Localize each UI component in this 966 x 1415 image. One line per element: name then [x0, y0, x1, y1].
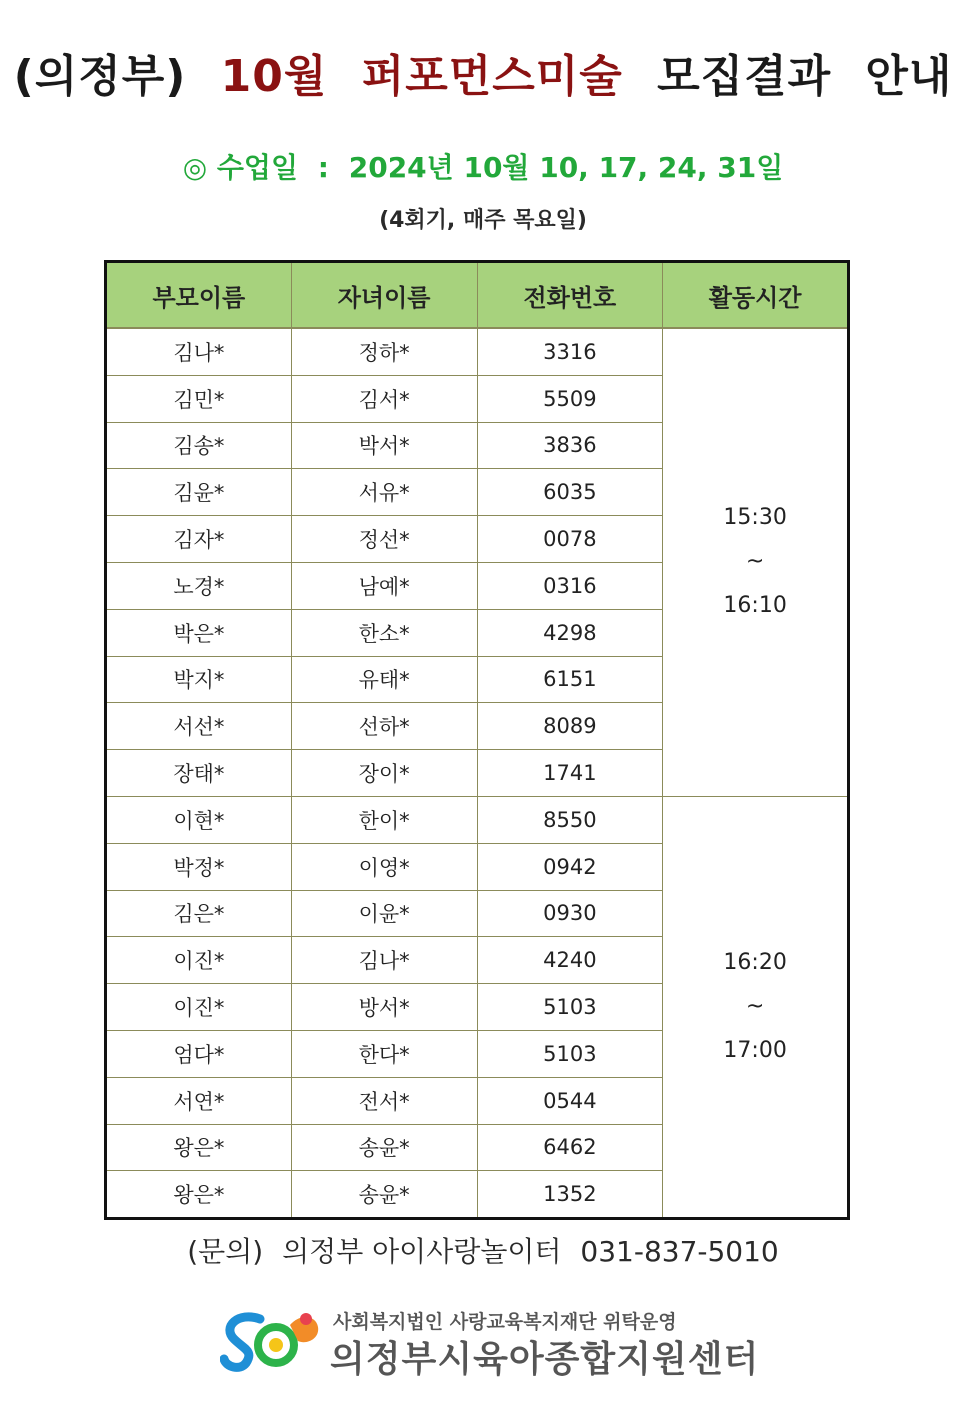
title-suffix: 모집결과	[657, 51, 832, 102]
time-tilde: ~	[745, 994, 765, 1020]
parent-name-cell: 서연*	[106, 1077, 292, 1124]
parent-name-cell: 노경*	[106, 562, 292, 609]
child-name-cell: 전서*	[291, 1077, 477, 1124]
time-end: 16:10	[723, 593, 787, 619]
time-tilde: ~	[745, 549, 765, 575]
child-name-cell: 선하*	[291, 703, 477, 750]
child-name-cell: 김서*	[291, 375, 477, 422]
schedule-label: 수업일	[216, 151, 299, 184]
title-program: 퍼포먼스미술	[361, 51, 623, 102]
phone-cell: 1352	[477, 1171, 663, 1219]
phone-cell: 4298	[477, 609, 663, 656]
organization-logo	[220, 1305, 760, 1385]
parent-name-cell: 왕은*	[106, 1124, 292, 1171]
phone-cell: 8089	[477, 703, 663, 750]
phone-cell: 4240	[477, 937, 663, 984]
parent-name-cell: 김나*	[106, 328, 292, 375]
schedule-colon: :	[317, 151, 329, 184]
parent-name-cell: 박지*	[106, 656, 292, 703]
phone-cell: 0942	[477, 843, 663, 890]
child-name-cell: 송윤*	[291, 1171, 477, 1219]
parent-name-cell: 김은*	[106, 890, 292, 937]
parent-name-cell: 이진*	[106, 937, 292, 984]
time-end: 17:00	[723, 1038, 787, 1064]
parent-name-cell: 왕은*	[106, 1171, 292, 1219]
parent-name-cell: 김민*	[106, 375, 292, 422]
child-name-cell: 송윤*	[291, 1124, 477, 1171]
roster-table	[104, 260, 850, 1220]
phone-cell: 8550	[477, 796, 663, 843]
contact-line	[0, 1230, 966, 1270]
table-row	[106, 796, 849, 843]
child-name-cell: 한소*	[291, 609, 477, 656]
header-parent-name: 부모이름	[106, 262, 292, 329]
roster-body	[106, 328, 849, 1219]
phone-cell: 0078	[477, 516, 663, 563]
parent-name-cell: 박정*	[106, 843, 292, 890]
contact-center: 의정부 아이사랑놀이터	[282, 1235, 562, 1268]
child-name-cell: 서유*	[291, 469, 477, 516]
child-name-cell: 이윤*	[291, 890, 477, 937]
header-child-name: 자녀이름	[291, 262, 477, 329]
child-name-cell: 정하*	[291, 328, 477, 375]
phone-cell: 6151	[477, 656, 663, 703]
phone-cell: 5103	[477, 1030, 663, 1077]
phone-cell: 3316	[477, 328, 663, 375]
title-region: (의정부)	[13, 51, 187, 102]
time-start: 16:20	[723, 950, 787, 976]
schedule-dates: 2024년 10월 10, 17, 24, 31일	[348, 151, 784, 184]
title-month: 10월	[220, 51, 328, 102]
organization-name: 의정부시육아종합지원센터	[330, 1339, 760, 1380]
phone-cell: 3836	[477, 422, 663, 469]
phone-cell: 5509	[477, 375, 663, 422]
parent-name-cell: 장태*	[106, 750, 292, 797]
child-name-cell: 한이*	[291, 796, 477, 843]
schedule-note: (4회기, 매주 목요일)	[379, 208, 587, 233]
header-phone: 전화번호	[477, 262, 663, 329]
phone-cell: 5103	[477, 984, 663, 1031]
parent-name-cell: 박은*	[106, 609, 292, 656]
header-activity-time: 활동시간	[663, 262, 849, 329]
child-name-cell: 장이*	[291, 750, 477, 797]
phone-cell: 0544	[477, 1077, 663, 1124]
child-name-cell: 남예*	[291, 562, 477, 609]
parent-name-cell: 엄다*	[106, 1030, 292, 1077]
phone-cell: 0316	[477, 562, 663, 609]
parent-name-cell: 김송*	[106, 422, 292, 469]
center-logo-icon	[220, 1305, 330, 1375]
child-name-cell: 방서*	[291, 984, 477, 1031]
schedule-line	[0, 146, 966, 186]
child-name-cell: 김나*	[291, 937, 477, 984]
table-row	[106, 328, 849, 375]
contact-label: (문의)	[187, 1235, 264, 1268]
bullseye-icon: ◎	[182, 151, 208, 184]
child-name-cell: 정선*	[291, 516, 477, 563]
title-suffix-2: 안내	[865, 51, 953, 102]
phone-cell: 0930	[477, 890, 663, 937]
child-name-cell: 유태*	[291, 656, 477, 703]
parent-name-cell: 서선*	[106, 703, 292, 750]
parent-name-cell: 김자*	[106, 516, 292, 563]
phone-cell: 6035	[477, 469, 663, 516]
phone-cell: 1741	[477, 750, 663, 797]
parent-name-cell: 이진*	[106, 984, 292, 1031]
activity-time-cell	[663, 328, 849, 796]
table-header-row	[106, 262, 849, 329]
child-name-cell: 박서*	[291, 422, 477, 469]
child-name-cell: 이영*	[291, 843, 477, 890]
parent-name-cell: 이현*	[106, 796, 292, 843]
organization-subtitle: 사회복지법인 사랑교육복지재단 위탁운영	[333, 1311, 677, 1333]
activity-time-cell	[663, 796, 849, 1218]
contact-phone: 031-837-5010	[580, 1235, 779, 1268]
page-title	[0, 40, 966, 104]
phone-cell: 6462	[477, 1124, 663, 1171]
time-start: 15:30	[723, 505, 787, 531]
child-name-cell: 한다*	[291, 1030, 477, 1077]
parent-name-cell: 김윤*	[106, 469, 292, 516]
